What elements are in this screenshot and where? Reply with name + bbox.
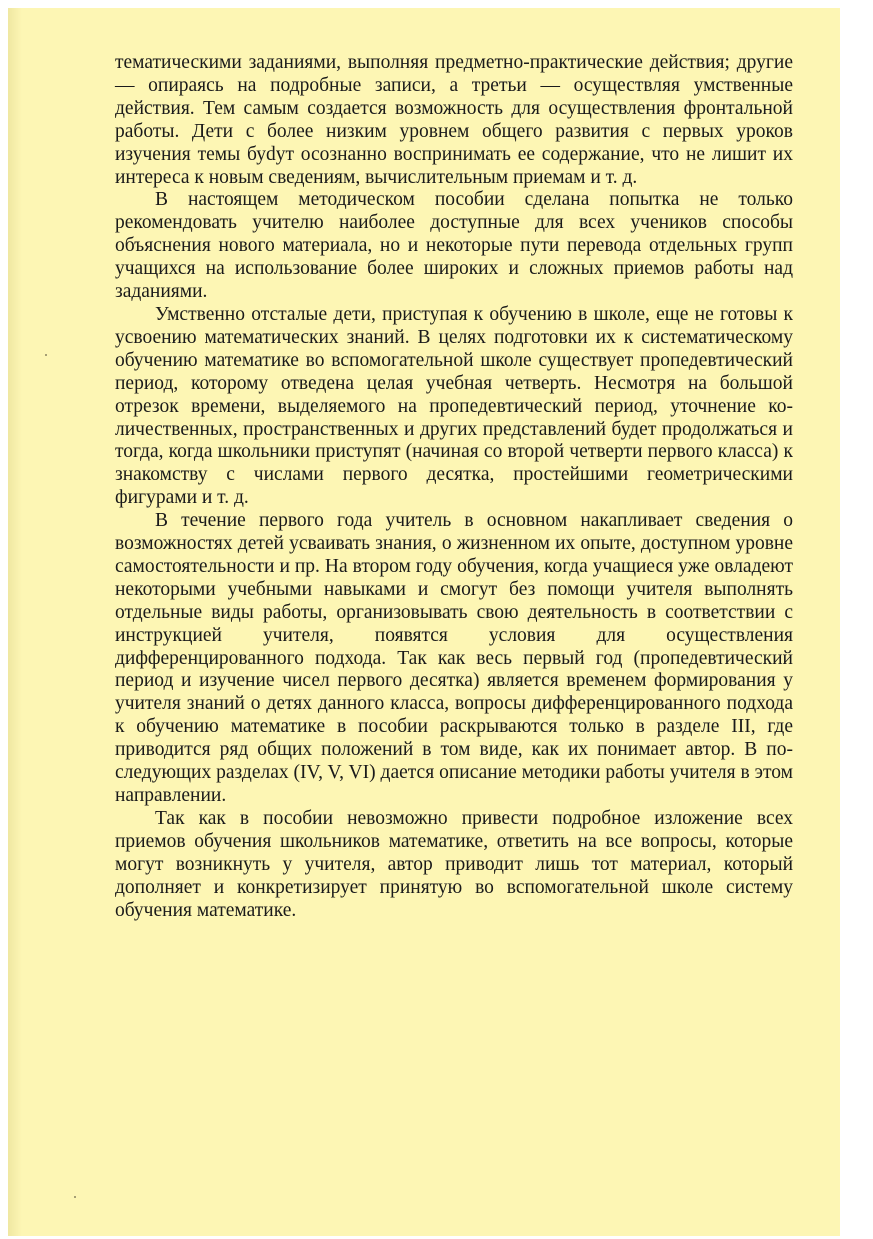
paragraph-3: Умственно отсталые дети, приступая к обучению в школе, еще не готовы к усвоению математических знаний. В целях подготовки их к систематическому обучению математике во вспомогательной школе существует пропедевтический период, которому отведена целая учебная четверть. Несмотря на большой отрезок времени, выделяемого на пропедевтический период, уточнение количественных, пространственных и других представлений будет продолжаться и тогда, когда школьники приступят (начиная со второй четверти первого класса) к знакомству с числами первого десятка, простейшими геометрическими фигурами и т. д. xyxy=(115,303,793,509)
paragraph-2: В настоящем методическом пособии сделана попытка не только рекомендовать учителю наиболее доступные для всех учеников способы объяснения нового материала, но и некоторые пути перевода отдельных групп учащихся на использование более широких и сложных приемов работы над заданиями. xyxy=(115,189,793,303)
page-gutter-shadow xyxy=(8,8,22,1236)
paragraph-1: тематическими заданиями, выполняя предметно-практические действия; другие — опираясь на подробные записи, а третьи — осуществляя умственные действия. Тем самым создается возможность для осуществления фронтальной работы. Дети с более низким уровнем общего развития с первых уроков изучения темы буdут осознанно воспринимать ее содержание, что не лишит их интереса к новым сведениям, вычислительным приемам и т. д. xyxy=(115,52,793,188)
paragraph-5: Так как в пособии невозможно привести подробное изложение всех приемов обучения школьников математике, ответить на все вопросы, которые могут возникнуть у учителя, автор приводит лишь тот материал, который дополняет и конкретизирует принятую во вспомогательной школе систему обучения математике. xyxy=(115,807,793,921)
book-page xyxy=(8,8,840,1236)
paper-speck xyxy=(74,1196,76,1198)
paragraph-4: В течение первого года учитель в основном накапливает сведения о возможностях детей усваивать знания, о жизненном их опыте, доступном уровне самостоятельности и пр. На втором году обучения, когда учащиеся уже овладеют некоторыми учебными навыками и смогут без помощи учителя выполнять отдельные виды работы, организовывать свою деятельность в соответствии с инструкцией учителя, появятся условия для осуществления дифференцированного подхода. Так как весь первый год (пропедевтический период и изучение чисел первого десятка) является временем формирования у учителя знаний о детях данного класса, вопросы дифференцированного подхода к обучению математике в пособии раскрываются только в разделе III, где приводится ряд общих положений в том виде, как их понимает автор. В последующих разделах (IV, V, VI) дается описание методики работы учителя в этом направлении. xyxy=(115,510,793,806)
paper-speck xyxy=(45,354,47,356)
body-text xyxy=(115,52,793,922)
